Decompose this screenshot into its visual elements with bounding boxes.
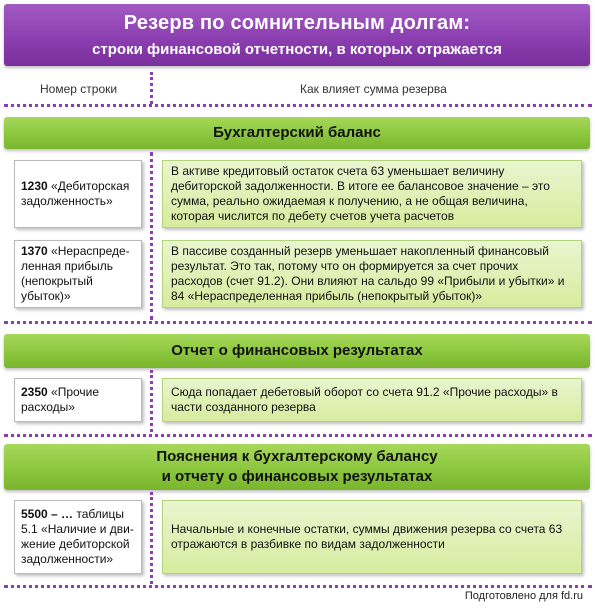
column-divider	[150, 72, 153, 104]
section-title-line-1: Пояснения к бухгалтерскому балансу	[156, 448, 438, 465]
reserve-effect-text: В активе кредитовый остаток счета 63 уменьшает величину дебиторской задолженности. В итоге ее балансовое значение – это сумма, реально ожидаемая к получению, а не общая величина, которая числится по дебету счетов учета расчетов	[171, 164, 550, 223]
line-number-box	[14, 500, 142, 574]
section-explanations	[4, 444, 590, 490]
section-title: Бухгалтерский баланс	[213, 124, 381, 141]
line-name: «Прочие расходы»	[21, 385, 100, 414]
reserve-effect-text: В пассиве созданный резерв уменьшает накопленный финансовый результат. Это так, потому что он формируется за счет прочих расходов (счет 91.2). Они влияют на сальдо 99 «Прибыли и убытки» и 84 «Нераспределенная прибыль (непокрытый убыток)»	[171, 244, 565, 303]
column-header-reserve-effect: Как влияет сумма резерва	[300, 82, 447, 96]
line-name: «Дебиторская задолженность»	[21, 179, 130, 208]
reserve-effect-text: Начальные и конечные остатки, суммы движения резерва со счета 63 отражаются в разбивке по видам задолженности	[171, 522, 563, 551]
page-header	[4, 4, 590, 66]
column-divider	[150, 370, 153, 432]
source-credit: Подготовлено для fd.ru	[464, 590, 583, 602]
reserve-effect-text: Сюда попадает дебетовый оборот со счета 91.2 «Прочие расходы» в части созданного резерва	[171, 385, 558, 414]
line-code: 1370	[21, 244, 48, 258]
line-name: таблицы 5.1 «Наличие и дви-жение дебиторской задолженности»	[21, 507, 134, 566]
column-divider	[150, 492, 153, 584]
reserve-effect-box	[162, 160, 582, 228]
section-balance-sheet	[4, 117, 590, 149]
reserve-effect-box	[162, 240, 582, 308]
section-income-statement	[4, 334, 590, 368]
column-header-line-number: Номер строки	[40, 82, 118, 96]
page-subtitle: строки финансовой отчетности, в которых отражается	[92, 41, 502, 58]
line-code: 5500 – …	[21, 507, 74, 521]
section-title-line-2: и отчету о финансовых результатах	[161, 468, 433, 485]
line-name: «Нераспреде-ленная прибыль (непокрытый убыток)»	[21, 244, 130, 303]
divider	[4, 585, 592, 588]
divider	[4, 434, 592, 437]
line-number-box	[14, 240, 142, 308]
divider	[4, 321, 592, 324]
reserve-effect-box	[162, 500, 582, 574]
divider	[4, 104, 592, 107]
line-code: 1230	[21, 179, 48, 193]
line-code: 2350	[21, 385, 48, 399]
page-title: Резерв по сомнительным долгам:	[123, 12, 471, 34]
section-title: Отчет о финансовых результатах	[171, 342, 423, 359]
reserve-effect-box	[162, 378, 582, 422]
line-number-box	[14, 160, 142, 228]
column-divider	[150, 152, 153, 320]
line-number-box	[14, 378, 142, 422]
